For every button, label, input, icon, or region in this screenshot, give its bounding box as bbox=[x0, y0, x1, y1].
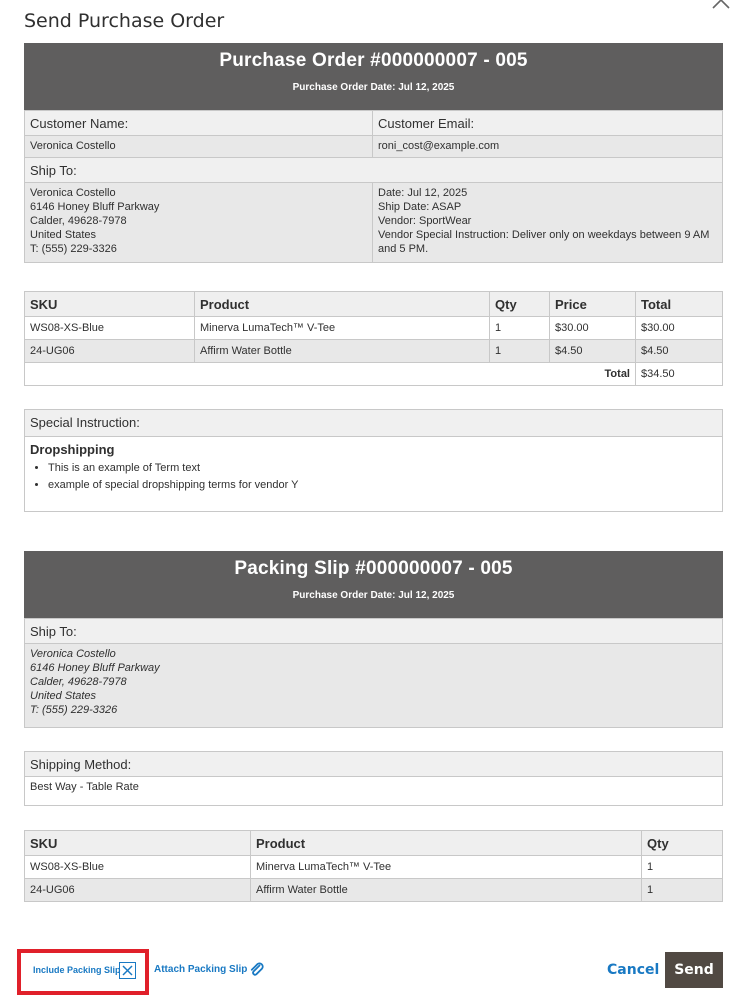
modal-footer bbox=[0, 945, 747, 1000]
shipping-method-label: Shipping Method: bbox=[25, 752, 723, 777]
customer-email: roni_cost@example.com bbox=[373, 136, 723, 158]
cell-qty: 1 bbox=[642, 856, 723, 879]
detail-line: Ship Date: ASAP bbox=[378, 201, 462, 213]
table-row bbox=[25, 317, 723, 340]
purchase-order-info-table bbox=[24, 110, 723, 263]
close-button[interactable] bbox=[709, 0, 733, 14]
customer-email-label: Customer Email: bbox=[373, 111, 723, 136]
address-line: Calder, 49628-7978 bbox=[30, 215, 127, 227]
packing-slip-items-table bbox=[24, 830, 723, 902]
detail-line: Vendor Special Instruction: Deliver only on weekdays between 9 AM and 5 PM. bbox=[378, 229, 710, 255]
address-line: Veronica Costello bbox=[30, 648, 116, 660]
shipping-method-value: Best Way - Table Rate bbox=[25, 777, 723, 806]
cell-sku: WS08-XS-Blue bbox=[25, 856, 251, 879]
list-item: • This is an example of Term text bbox=[48, 460, 717, 477]
cell-product: Minerva LumaTech™ V-Tee bbox=[251, 856, 642, 879]
packing-slip-address-table bbox=[24, 618, 723, 728]
packing-slip-title: Packing Slip #000000007 - 005 bbox=[234, 558, 513, 579]
table-row bbox=[25, 856, 723, 879]
include-packing-slip-checkbox[interactable] bbox=[119, 962, 136, 979]
cell-qty: 1 bbox=[642, 879, 723, 902]
special-instruction-label: Special Instruction: bbox=[25, 410, 722, 437]
purchase-order-title: Purchase Order #000000007 - 005 bbox=[219, 50, 528, 71]
column-header: Price bbox=[550, 292, 636, 317]
address-line: Veronica Costello bbox=[30, 187, 116, 199]
column-header: Qty bbox=[490, 292, 550, 317]
address-line: 6146 Honey Bluff Parkway bbox=[30, 201, 160, 213]
special-instruction-box bbox=[24, 409, 723, 512]
column-header: Product bbox=[251, 831, 642, 856]
cell-qty: 1 bbox=[490, 317, 550, 340]
packing-slip-date: Purchase Order Date: Jul 12, 2025 bbox=[292, 590, 455, 601]
ship-to-label: Ship To: bbox=[25, 619, 723, 644]
column-header: SKU bbox=[25, 831, 251, 856]
cell-product: Affirm Water Bottle bbox=[251, 879, 642, 902]
cell-price: $30.00 bbox=[550, 317, 636, 340]
address-line: United States bbox=[30, 229, 97, 241]
ship-to-address bbox=[25, 183, 373, 263]
cell-sku: WS08-XS-Blue bbox=[25, 317, 195, 340]
ship-to-address bbox=[25, 644, 723, 728]
cell-price: $4.50 bbox=[550, 340, 636, 363]
address-line: Calder, 49628-7978 bbox=[30, 676, 127, 688]
order-details bbox=[373, 183, 723, 263]
detail-line: Vendor: SportWear bbox=[378, 215, 472, 227]
cell-sku: 24-UG06 bbox=[25, 879, 251, 902]
column-header: Total bbox=[636, 292, 723, 317]
total-row bbox=[25, 363, 723, 386]
customer-name: Veronica Costello bbox=[25, 136, 373, 158]
cell-total: $4.50 bbox=[636, 340, 723, 363]
modal-content bbox=[24, 43, 723, 902]
dropshipping-title: Dropshipping bbox=[30, 442, 115, 457]
cancel-button[interactable]: Cancel bbox=[607, 962, 660, 978]
paperclip-icon[interactable] bbox=[249, 962, 265, 978]
special-instruction-list bbox=[30, 460, 717, 494]
cell-sku: 24-UG06 bbox=[25, 340, 195, 363]
address-line: T: (555) 229-3326 bbox=[30, 243, 117, 255]
ship-to-label: Ship To: bbox=[25, 158, 723, 183]
total-label: Total bbox=[25, 363, 636, 386]
purchase-order-date: Purchase Order Date: Jul 12, 2025 bbox=[292, 82, 455, 93]
cell-product: Affirm Water Bottle bbox=[195, 340, 490, 363]
list-item: • example of special dropshipping terms for vendor Y bbox=[48, 477, 717, 494]
column-header: Product bbox=[195, 292, 490, 317]
purchase-order-items-table bbox=[24, 291, 723, 386]
shipping-method-table bbox=[24, 751, 723, 806]
column-header: Qty bbox=[642, 831, 723, 856]
packing-slip-header bbox=[24, 551, 723, 618]
customer-name-label: Customer Name: bbox=[25, 111, 373, 136]
address-line: United States bbox=[30, 690, 97, 702]
send-button[interactable]: Send bbox=[665, 952, 723, 988]
cell-total: $30.00 bbox=[636, 317, 723, 340]
purchase-order-header bbox=[24, 43, 723, 110]
table-row bbox=[25, 340, 723, 363]
detail-line: Date: Jul 12, 2025 bbox=[378, 187, 468, 199]
attach-packing-slip-link[interactable]: Attach Packing Slip bbox=[154, 964, 248, 975]
table-row bbox=[25, 879, 723, 902]
modal-title: Send Purchase Order bbox=[24, 10, 225, 32]
cell-product: Minerva LumaTech™ V-Tee bbox=[195, 317, 490, 340]
include-packing-slip-label[interactable]: Include Packing Slip bbox=[33, 965, 121, 975]
address-line: 6146 Honey Bluff Parkway bbox=[30, 662, 160, 674]
address-line: T: (555) 229-3326 bbox=[30, 704, 118, 716]
checkbox-x-icon bbox=[120, 963, 135, 978]
cell-qty: 1 bbox=[490, 340, 550, 363]
total-value: $34.50 bbox=[636, 363, 723, 386]
chevron-up-icon bbox=[709, 0, 733, 14]
column-header: SKU bbox=[25, 292, 195, 317]
